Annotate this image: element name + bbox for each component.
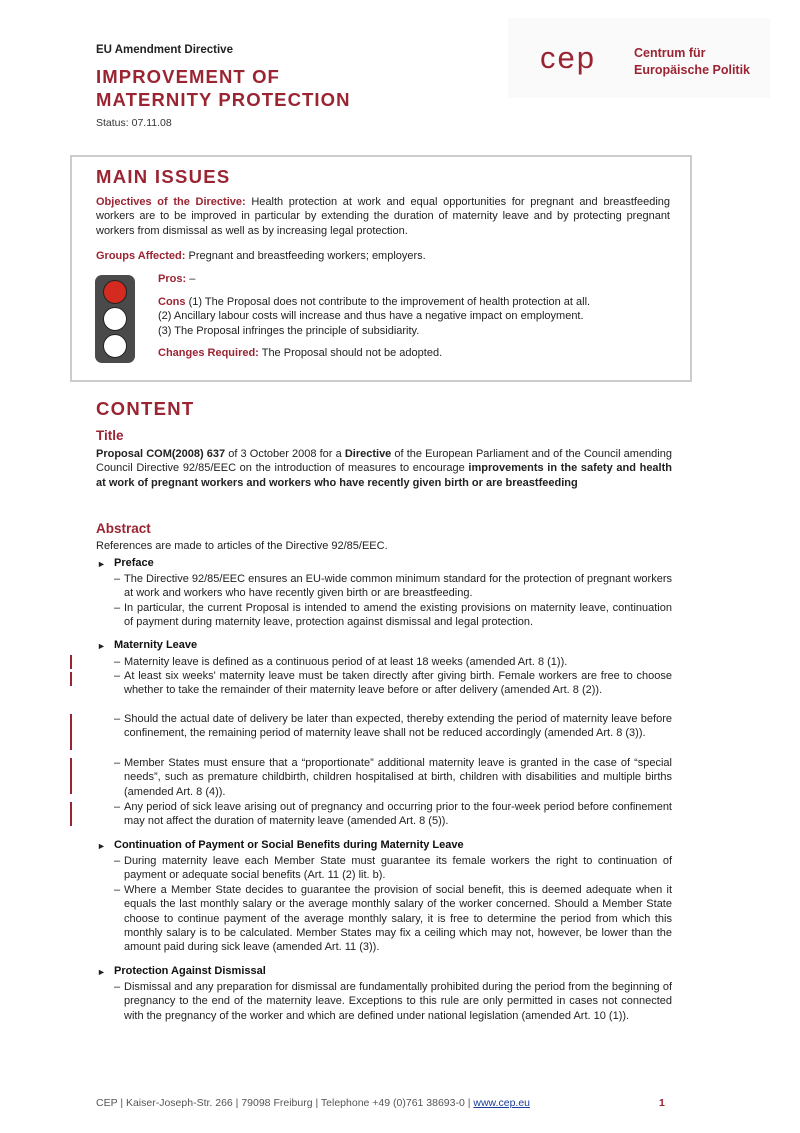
content-heading: CONTENT — [96, 398, 195, 419]
list-item — [114, 655, 672, 670]
list-item — [114, 883, 672, 956]
cep-logo-text — [634, 45, 750, 79]
changes-required-text: The Proposal should not be adopted. — [261, 347, 443, 359]
traffic-light-red-lamp — [103, 280, 127, 304]
dash-bullet: – — [114, 855, 121, 867]
list-item — [114, 572, 672, 602]
title-paragraph — [96, 447, 672, 490]
list-item — [114, 712, 672, 756]
list-item-text: Where a Member State decides to guarantee the provision of social benefit, this is deemed adequate when it equals the last monthly salary or the average monthly salary of the worker concerned. Should a Member State choose to continue payment of the average monthly salary, it is free to determine the period from which this monthly salary is to be calculated. Member States may fix a ceiling which may not, however, be lower than the amount paid during sick leave (amended Art. 11 (3)). — [124, 884, 672, 954]
document-title-line-2: MATERNITY PROTECTION — [96, 89, 351, 110]
list-item-text: During maternity leave each Member State must guarantee its female workers the right to continuation of payment or adequate social benefits (Art. 11 (2) lit. b). — [124, 855, 672, 882]
change-bar — [70, 672, 72, 686]
document-title — [96, 65, 351, 111]
list-item — [114, 980, 672, 1040]
title-text-2: of the European Parliament and of the Council amending Council Directive 92/85/EEC on the introduction of measures to encourage — [96, 448, 672, 475]
document-status: Status: 07.11.08 — [96, 117, 172, 129]
list-item-text: Any period of sick leave arising out of pregnancy and occurring prior to the four-week period before confinement may not affect the duration of maternity leave (amended Art. 8 (5)). — [124, 801, 672, 828]
pros-paragraph — [158, 272, 195, 286]
groups-affected-label: Groups Affected: — [96, 250, 186, 262]
main-issues-heading: MAIN ISSUES — [96, 166, 231, 187]
pros-label: Pros: — [158, 273, 187, 285]
groups-affected-paragraph — [96, 249, 670, 263]
title-subject: improvements in the safety and health at work of pregnant workers and workers who have recently given birth or are breastfeeding — [96, 462, 672, 489]
traffic-light-green-lamp — [103, 334, 127, 358]
footer-website-link[interactable]: www.cep.eu — [473, 1097, 531, 1109]
cons-item-2: (2) Ancillary labour costs will increase and thus have a negative impact on employment. — [158, 310, 584, 323]
changes-required-label: Changes Required: — [158, 347, 259, 359]
document-title-line-1: IMPROVEMENT OF — [96, 66, 280, 87]
list-item — [114, 669, 672, 713]
list-item — [114, 854, 672, 884]
cons-paragraph — [158, 295, 678, 338]
page-footer — [96, 1097, 530, 1109]
dash-bullet: – — [114, 801, 121, 813]
change-bar — [70, 714, 72, 750]
title-heading: Title — [96, 428, 124, 443]
objectives-paragraph — [96, 195, 670, 238]
section-heading-continuation-of-payment: Continuation of Payment or Social Benefits during Maternity Leave — [114, 839, 464, 851]
cons-label: Cons — [158, 296, 186, 308]
dash-bullet: – — [114, 573, 121, 585]
footer-address: CEP | Kaiser-Joseph-Str. 266 | 79098 Freiburg | Telephone +49 (0)761 38693-0 | — [96, 1097, 474, 1109]
section-heading-protection-against-dismissal: Protection Against Dismissal — [114, 965, 266, 977]
bullet-arrow-icon: ► — [97, 841, 106, 851]
groups-affected-text: Pregnant and breastfeeding workers; employers. — [188, 250, 426, 262]
list-item — [114, 800, 672, 830]
bullet-arrow-icon: ► — [97, 967, 106, 977]
dash-bullet: – — [114, 757, 121, 769]
objectives-text: Health protection at work and equal opportunities for pregnant and breastfeeding workers are to be improved in particular by extending the duration of maternity leave and by protecting pregnant workers from dismissal as well as by increasing legal protection. — [96, 196, 670, 237]
change-bar — [70, 655, 72, 669]
dash-bullet: – — [114, 656, 121, 668]
dash-bullet: – — [114, 981, 121, 993]
section-heading-maternity-leave: Maternity Leave — [114, 639, 198, 651]
bullet-arrow-icon: ► — [97, 559, 106, 569]
bullet-arrow-icon: ► — [97, 641, 106, 651]
traffic-light-icon — [95, 275, 135, 363]
list-item-text: In particular, the current Proposal is intended to amend the existing provisions on maternity leave, continuation of payment during maternity leave, protection against dismissal and legal protection. — [124, 602, 672, 629]
abstract-intro: References are made to articles of the Directive 92/85/EEC. — [96, 540, 388, 552]
dash-bullet: – — [114, 670, 121, 682]
logo-text-line-1: Centrum für — [634, 46, 706, 60]
list-item-text: Member States must ensure that a “proportionate” additional maternity leave is granted in the case of “special needs”, such as premature childbirth, children hospitalised at birth, children with disabilities and multiple births (amended Art. 8 (4)). — [124, 757, 672, 798]
title-proposal-ref: Proposal COM(2008) 637 — [96, 448, 226, 460]
dash-bullet: – — [114, 602, 121, 614]
section-heading-preface: Preface — [114, 557, 154, 569]
title-directive-word: Directive — [344, 448, 392, 460]
objectives-label: Objectives of the Directive: — [96, 196, 246, 208]
cep-logo-mark: cep — [540, 40, 596, 75]
document-kicker: EU Amendment Directive — [96, 44, 233, 56]
cons-item-1: (1) The Proposal does not contribute to the improvement of health protection at all. — [188, 296, 591, 308]
dash-bullet: – — [114, 884, 121, 896]
list-item-text: The Directive 92/85/EEC ensures an EU-wide common minimum standard for the protection of pregnant workers at work and workers who have recently given birth or are breastfeeding. — [124, 573, 672, 600]
list-item-text: Maternity leave is defined as a continuous period of at least 18 weeks (amended Art. 8 (1)). — [124, 656, 568, 668]
list-item-text: At least six weeks' maternity leave must be taken directly after giving birth. Female workers are free to choose whether to take the remainder of their maternity leave before or after delivery (amended Art. 8 (2)). — [124, 670, 672, 697]
cons-item-3: (3) The Proposal infringes the principle of subsidiarity. — [158, 324, 420, 337]
page-number: 1 — [659, 1097, 665, 1109]
change-bar — [70, 802, 72, 826]
list-item-text: Should the actual date of delivery be later than expected, thereby extending the period of maternity leave before confinement, the remaining period of maternity leave shall not be reduced accordingly (amended Art. 8 (3)). — [124, 713, 672, 740]
logo-text-line-2: Europäische Politik — [634, 63, 751, 77]
dash-bullet: – — [114, 713, 121, 725]
pros-text: – — [189, 273, 196, 285]
list-item — [114, 601, 672, 631]
traffic-light-amber-lamp — [103, 307, 127, 331]
list-item — [114, 756, 672, 800]
changes-required-paragraph — [158, 346, 442, 360]
change-bar — [70, 758, 72, 794]
list-item-text: Dismissal and any preparation for dismissal are fundamentally prohibited during the period from the beginning of pregnancy to the end of the maternity leave. Exceptions to this rule are only permitted in cases not connected with the pregnancy of the worker and which are defined under national legislation (amended Art. 10 (1)). — [124, 981, 672, 1022]
title-text-1: of 3 October 2008 for a — [225, 448, 345, 460]
abstract-heading: Abstract — [96, 521, 151, 536]
